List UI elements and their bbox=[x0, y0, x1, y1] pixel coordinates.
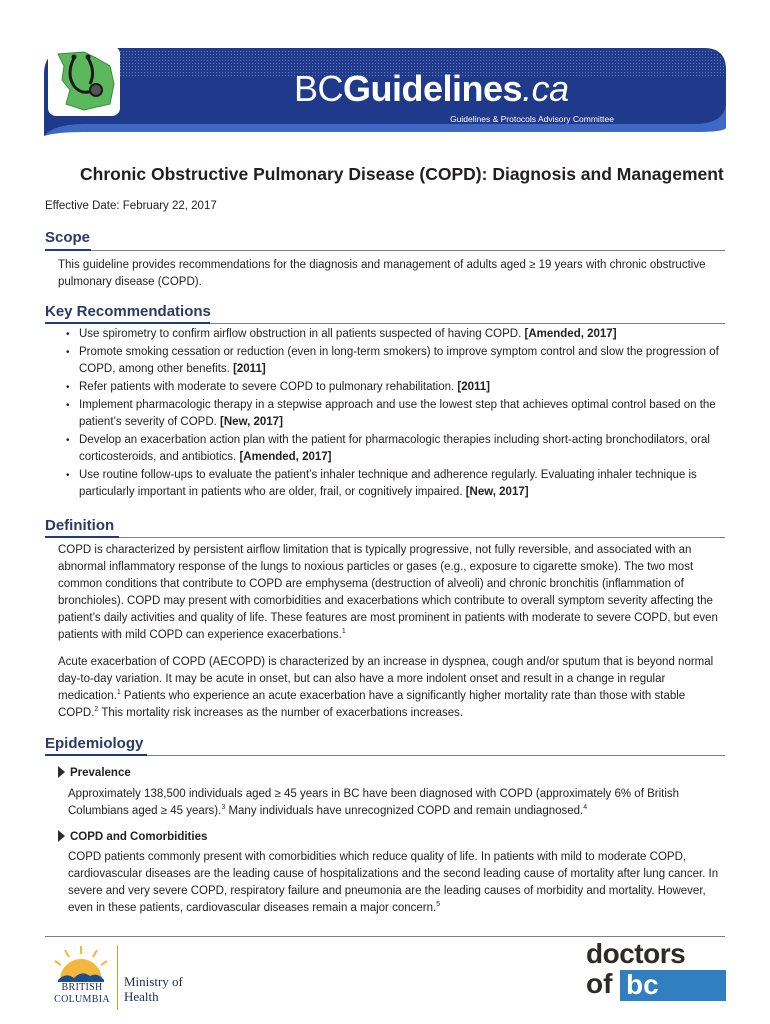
ministry-line-2: Health bbox=[124, 989, 159, 1004]
epidemiology-divider bbox=[45, 755, 725, 756]
prevalence-text-part: Approximately 138,500 individuals aged ≥ 45 years in BC have been diagnosed with COPD (approximately 6% of British Columbians aged ≥ 45 years). bbox=[68, 788, 680, 817]
recommendation-tag: [Amended, 2017] bbox=[524, 328, 617, 340]
of-word: of bbox=[586, 968, 613, 999]
ministry-line-1: Ministry of bbox=[124, 974, 183, 989]
definition-paragraph-2 bbox=[58, 654, 728, 722]
footer-vertical-divider bbox=[117, 946, 118, 1010]
recommendation-text: Refer patients with moderate to severe COPD to pulmonary rehabilitation. bbox=[79, 381, 458, 393]
scope-divider bbox=[45, 250, 725, 251]
recommendation-tag: [2011] bbox=[457, 381, 491, 393]
document-title: Chronic Obstructive Pulmonary Disease (COPD): Diagnosis and Management bbox=[80, 164, 724, 184]
prevalence-heading bbox=[58, 766, 131, 779]
key-recommendations-heading: Key Recommendations bbox=[45, 303, 211, 320]
reference-number: 4 bbox=[583, 804, 588, 812]
recommendation-text: Use spirometry to confirm airflow obstruction in all patients suspected of having COPD. bbox=[79, 328, 525, 340]
brand-guidelines: Guidelines bbox=[343, 68, 523, 109]
definition-text: This mortality risk increases as the number of exacerbations increases. bbox=[98, 707, 464, 719]
comorbidities-text-part: COPD patients commonly present with comorbidities which reduce quality of life. In patients with mild to moderate COPD, cardiovascular diseases are the leading cause of hospitalizations and the second leading cause of mortality after lung cancer. In severe and very severe COPD, respiratory failure and pneumonia are the leading causes of morbidity and mortality. However, even in these patients, cardiovascular diseases remain a major concern. bbox=[68, 851, 719, 914]
epidemiology-heading: Epidemiology bbox=[45, 735, 144, 752]
definition-paragraph-1 bbox=[58, 542, 728, 644]
recommendation-text: Use routine follow-ups to evaluate the patient’s inhaler technique and adherence regularly. Evaluating inhaler technique is particularly important in patients who are older, frail, or cognitively impaired. bbox=[79, 469, 697, 498]
prevalence-text bbox=[68, 786, 728, 820]
brand-bc: BC bbox=[294, 68, 344, 109]
doctors-word: doctors bbox=[586, 938, 686, 969]
recommendation-item bbox=[64, 432, 728, 466]
recommendation-text: Implement pharmacologic therapy in a stepwise approach and use the lowest step that achieves optimal control based on the patient’s severity of COPD. bbox=[79, 399, 716, 428]
committee-name: Guidelines & Protocols Advisory Committee bbox=[450, 114, 614, 124]
recommendation-text: Promote smoking cessation or reduction (even in long-term smokers) to improve symptom control and slow the progression of COPD, among other benefits. bbox=[79, 346, 719, 375]
definition-text: Patients who experience an acute exacerbation have a significantly higher mortality rate than those with stable COPD. bbox=[58, 690, 686, 719]
recommendation-tag: [New, 2017] bbox=[465, 486, 529, 498]
recommendation-item bbox=[64, 326, 728, 343]
reference-number: 5 bbox=[436, 901, 441, 909]
doctors-of-bc-logo bbox=[586, 938, 726, 1004]
definition-divider bbox=[45, 537, 725, 538]
triangle-bullet-icon bbox=[58, 830, 65, 842]
definition-text: Acute exacerbation of COPD (AECOPD) is characterized by an increase in dyspnea, cough and/or sputum that is beyond normal day-to-day variation. It may be acute in onset, but can also have a more indolent onset and result in a change in regular medication. bbox=[58, 656, 714, 702]
reference-number: 2 bbox=[94, 706, 99, 714]
recommendation-tag: [2011] bbox=[233, 363, 266, 375]
comorbidities-heading-text: COPD and Comorbidities bbox=[70, 831, 208, 843]
province-line-2: COLUMBIA bbox=[54, 994, 110, 1005]
recommendation-tag: [Amended, 2017] bbox=[239, 451, 332, 463]
scope-text: This guideline provides recommendations for the diagnosis and management of adults aged ≥ 19 years with chronic obstructive pulmonary disease (COPD). bbox=[58, 259, 706, 288]
comorbidities-heading bbox=[58, 830, 207, 843]
ministry-of-health bbox=[124, 974, 183, 1004]
header-banner bbox=[44, 44, 726, 136]
prevalence-text-part: Many individuals have unrecognized COPD and remain undiagnosed. bbox=[225, 805, 584, 817]
prevalence-heading-text: Prevalence bbox=[70, 767, 131, 779]
british-columbia-wordmark bbox=[44, 982, 120, 1006]
triangle-bullet-icon bbox=[58, 766, 65, 778]
recommendation-item bbox=[64, 344, 728, 378]
recommendation-item bbox=[64, 379, 728, 396]
reference-number: 1 bbox=[341, 628, 346, 636]
reference-number: 3 bbox=[221, 804, 226, 812]
brand-wordmark bbox=[294, 68, 569, 110]
key-recommendations-list bbox=[64, 326, 728, 502]
footer-divider bbox=[45, 936, 725, 937]
bc-map-stethoscope-icon bbox=[44, 44, 124, 118]
definition-heading: Definition bbox=[45, 517, 115, 534]
definition-text: COPD is characterized by persistent airflow limitation that is typically progressive, not fully reversible, and associated with an abnormal inflammatory response of the lungs to noxious particles or gases (e.g., exposure to cigarette smoke). The two most common conditions that contribute to COPD are emphysema (destruction of alveoli) and chronic bronchitis (inflammation of bronchioles). COPD may present with comorbidities and exacerbations which contribute to overall symptom severity affecting the patient’s daily activities and quality of life. These features are most prominent in patients with moderate to severe COPD, but even patients with mild COPD can experience exacerbations. bbox=[58, 544, 718, 641]
recommendation-item bbox=[64, 467, 728, 501]
comorbidities-text bbox=[68, 849, 728, 917]
scope-heading: Scope bbox=[45, 229, 91, 246]
effective-date: Effective Date: February 22, 2017 bbox=[45, 200, 217, 212]
province-line-1: BRITISH bbox=[61, 982, 103, 993]
recommendation-tag: [New, 2017] bbox=[220, 416, 283, 428]
bc-word-box: bc bbox=[620, 970, 726, 1001]
brand-ca: .ca bbox=[522, 68, 569, 109]
recommendation-text: Develop an exacerbation action plan with the patient for pharmacologic therapies including short-acting bronchodilators, oral corticosteroids, and antibiotics. bbox=[79, 434, 710, 463]
reference-number: 1 bbox=[116, 689, 121, 697]
recommendation-item bbox=[64, 397, 728, 431]
key-recommendations-divider bbox=[45, 323, 725, 324]
